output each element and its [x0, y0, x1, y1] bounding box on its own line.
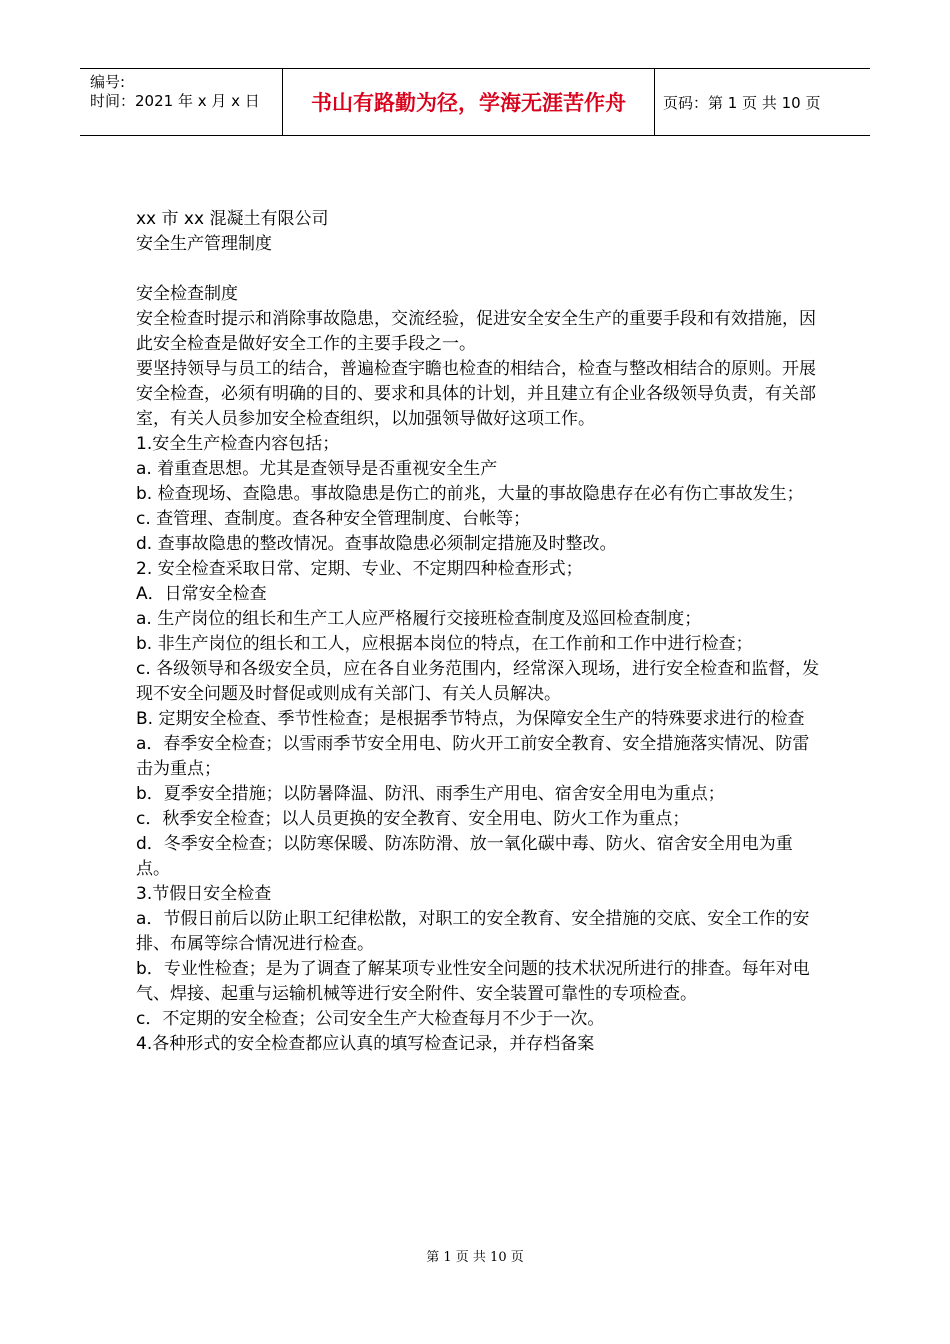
paragraph: c．不定期的安全检查；公司安全生产大检查每月不少于一次。: [136, 1009, 605, 1029]
paragraph: d. 查事故隐患的整改情况。查事故隐患必须制定措施及时整改。: [136, 534, 617, 554]
paragraph: a．春季安全检查；以雪雨季节安全用电、防火开工前安全教育、安全措施落实情况、防雷击为重点；: [136, 734, 810, 779]
header-meta-cell: [80, 69, 283, 135]
time-label: 时间：2021 年 x 月 x 日: [90, 92, 260, 110]
paragraph: 1.安全生产检查内容包括；: [136, 434, 340, 454]
number-label: 编号:: [90, 73, 126, 91]
document-body: [136, 207, 826, 1057]
paragraph: 要坚持领导与员工的结合，普遍检查宇瞻也检查的相结合，检查与整改相结合的原则。开展安全检查，必须有明确的目的、要求和具体的计划，并且建立有企业各级领导负责，有关部室，有关人员参加安全检查组织，以加强领导做好这项工作。: [136, 359, 816, 429]
paragraph: 2. 安全检查采取日常、定期、专业、不定期四种检查形式；: [136, 559, 583, 579]
spacer: [136, 257, 826, 282]
paragraph: c. 查管理、查制度。查各种安全管理制度、台帐等；: [136, 509, 531, 529]
paragraph: b．专业性检查；是为了调查了解某项专业性安全问题的技术状况所进行的排查。每年对电气、焊接、起重与运输机械等进行安全附件、安全装置可靠性的专项检查。: [136, 959, 810, 1004]
paragraph: d．冬季安全检查；以防寒保暖、防冻防滑、放一氧化碳中毒、防火、宿舍安全用电为重点。: [136, 834, 793, 879]
paragraph: c．秋季安全检查；以人员更换的安全教育、安全用电、防火工作为重点；: [136, 809, 690, 829]
document-title: 安全生产管理制度: [136, 234, 272, 254]
page-footer: 第 1 页 共 10 页: [426, 1250, 524, 1265]
header-table: [80, 68, 870, 136]
company-name: xx 市 xx 混凝土有限公司: [136, 209, 329, 229]
paragraph: c. 各级领导和各级安全员，应在各自业务范围内，经常深入现场，进行安全检查和监督，发现不安全问题及时督促或则成有关部门、有关人员解决。: [136, 659, 820, 704]
paragraph: a. 着重查思想。尤其是查领导是否重视安全生产: [136, 459, 498, 479]
paragraph: a. 生产岗位的组长和生产工人应严格履行交接班检查制度及巡回检查制度；: [136, 609, 702, 629]
section-title: 安全检查制度: [136, 284, 238, 304]
paragraph: a．节假日前后以防止职工纪律松散，对职工的安全教育、安全措施的交底、安全工作的安排、布属等综合情况进行检查。: [136, 909, 810, 954]
motto: 书山有路勤为径，学海无涯苦作舟: [283, 69, 655, 135]
paragraph: 3.节假日安全检查: [136, 884, 272, 904]
paragraph: 4.各种形式的安全检查都应认真的填写检查记录，并存档备案: [136, 1034, 595, 1054]
paragraph: B. 定期安全检查、季节性检查；是根据季节特点，为保障安全生产的特殊要求进行的检查: [136, 709, 805, 729]
paragraph: b. 检查现场、查隐患。事故隐患是伤亡的前兆，大量的事故隐患存在必有伤亡事故发生；: [136, 484, 804, 504]
paragraph: b．夏季安全措施；以防暑降温、防汛、雨季生产用电、宿舍安全用电为重点；: [136, 784, 725, 804]
paragraph: 安全检查时提示和消除事故隐患，交流经验，促进安全安全生产的重要手段和有效措施，因此安全检查是做好安全工作的主要手段之一。: [136, 309, 816, 354]
page-info: 页码：第 1 页 共 10 页: [663, 93, 821, 112]
paragraph: b. 非生产岗位的组长和工人，应根据本岗位的特点，在工作前和工作中进行检查；: [136, 634, 753, 654]
paragraph: A．日常安全检查: [136, 584, 267, 604]
